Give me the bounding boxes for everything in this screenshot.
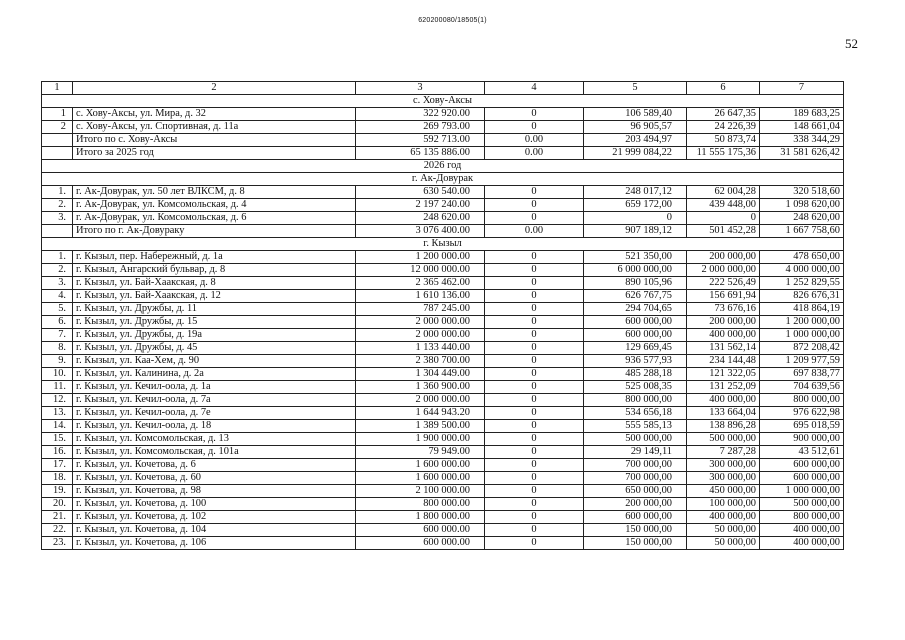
local-share: 7 287,28 [687, 446, 760, 459]
owner-share: 400 000,00 [760, 537, 844, 550]
budget-share: 700 000,00 [584, 472, 687, 485]
column-number-row [42, 82, 844, 95]
owner-share: 1 252 829,55 [760, 277, 844, 290]
budget-table [41, 81, 844, 550]
local-share: 131 562,14 [687, 342, 760, 355]
year-heading: 2026 год [42, 160, 844, 173]
address: г. Кызыл, ул. Бай-Хаакская, д. 8 [73, 277, 356, 290]
owner-share: 800 000,00 [760, 394, 844, 407]
table-row [42, 407, 844, 420]
budget-share: 555 585,13 [584, 420, 687, 433]
owner-share: 400 000,00 [760, 524, 844, 537]
row-number: 16. [42, 446, 73, 459]
row-number: 22. [42, 524, 73, 537]
budget-share: 500 000,00 [584, 433, 687, 446]
local-share: 400 000,00 [687, 511, 760, 524]
owner-share: 1 098 620,00 [760, 199, 844, 212]
table-row [42, 199, 844, 212]
fund-share: 0 [485, 199, 584, 212]
page-number: 52 [845, 36, 858, 51]
total-cost: 79 949.00 [356, 446, 485, 459]
fund-share: 0.00 [485, 225, 584, 238]
year-heading-row [42, 160, 844, 173]
local-share: 0 [687, 212, 760, 225]
row-number: 17. [42, 459, 73, 472]
total-cost: 1 133 440.00 [356, 342, 485, 355]
address: г. Кызыл, ул. Кечил-оола, д. 1а [73, 381, 356, 394]
fund-share: 0 [485, 459, 584, 472]
local-share: 26 647,35 [687, 108, 760, 121]
budget-share: 150 000,00 [584, 537, 687, 550]
budget-share: 106 589,40 [584, 108, 687, 121]
total-cost: 1 900 000.00 [356, 433, 485, 446]
row-number: 4. [42, 290, 73, 303]
budget-share: 248 017,12 [584, 186, 687, 199]
table-row [42, 472, 844, 485]
row-number: 3. [42, 212, 73, 225]
total-cost: 1 644 943.20 [356, 407, 485, 420]
local-share: 11 555 175,36 [687, 147, 760, 160]
table-row [42, 459, 844, 472]
section-heading-row [42, 238, 844, 251]
fund-share: 0 [485, 290, 584, 303]
total-cost: 600 000.00 [356, 524, 485, 537]
address: с. Хову-Аксы, ул. Мира, д. 32 [73, 108, 356, 121]
budget-share: 890 105,96 [584, 277, 687, 290]
total-cost: 1 360 900.00 [356, 381, 485, 394]
row-number: 7. [42, 329, 73, 342]
row-number: 2. [42, 264, 73, 277]
row-number: 18. [42, 472, 73, 485]
owner-share: 43 512,61 [760, 446, 844, 459]
total-cost: 800 000.00 [356, 498, 485, 511]
table-row [42, 485, 844, 498]
table-row [42, 277, 844, 290]
address: г. Кызыл, ул. Кочетова, д. 104 [73, 524, 356, 537]
fund-share: 0 [485, 212, 584, 225]
row-number: 2. [42, 199, 73, 212]
owner-share: 826 676,31 [760, 290, 844, 303]
budget-share: 525 008,35 [584, 381, 687, 394]
table-row [42, 342, 844, 355]
total-cost: 1 304 449.00 [356, 368, 485, 381]
total-cost: 1 800 000.00 [356, 511, 485, 524]
address: г. Кызыл, ул. Комсомольская, д. 13 [73, 433, 356, 446]
section-heading: с. Хову-Аксы [42, 95, 844, 108]
budget-share: 200 000,00 [584, 498, 687, 511]
row-number: 1. [42, 251, 73, 264]
table-row [42, 316, 844, 329]
owner-share: 1 000 000,00 [760, 329, 844, 342]
budget-share: 21 999 084,22 [584, 147, 687, 160]
address: г. Кызыл, ул. Дружбы, д. 45 [73, 342, 356, 355]
row-number: 2 [42, 121, 73, 134]
row-number: 20. [42, 498, 73, 511]
column-header: 4 [485, 82, 584, 95]
budget-share: 600 000,00 [584, 316, 687, 329]
fund-share: 0 [485, 329, 584, 342]
local-share: 2 000 000,00 [687, 264, 760, 277]
address: с. Хову-Аксы, ул. Спортивная, д. 11а [73, 121, 356, 134]
row-number: 13. [42, 407, 73, 420]
table-row [42, 290, 844, 303]
table-row [42, 108, 844, 121]
budget-share: 96 905,57 [584, 121, 687, 134]
section-heading: г. Ак-Довурак [42, 173, 844, 186]
owner-share: 248 620,00 [760, 212, 844, 225]
row-number: 3. [42, 277, 73, 290]
total-cost: 2 100 000.00 [356, 485, 485, 498]
fund-share: 0 [485, 355, 584, 368]
address: г. Кызыл, ул. Кочетова, д. 6 [73, 459, 356, 472]
total-cost: 248 620.00 [356, 212, 485, 225]
local-share: 131 252,09 [687, 381, 760, 394]
fund-share: 0 [485, 342, 584, 355]
address: г. Кызыл, ул. Кочетова, д. 60 [73, 472, 356, 485]
budget-share: 800 000,00 [584, 394, 687, 407]
table-row [42, 511, 844, 524]
table-row [42, 524, 844, 537]
column-header: 3 [356, 82, 485, 95]
table-row [42, 420, 844, 433]
row-number: 12. [42, 394, 73, 407]
owner-share: 1 209 977,59 [760, 355, 844, 368]
local-share: 121 322,05 [687, 368, 760, 381]
fund-share: 0.00 [485, 134, 584, 147]
total-cost: 2 380 700.00 [356, 355, 485, 368]
fund-share: 0.00 [485, 147, 584, 160]
fund-share: 0 [485, 420, 584, 433]
owner-share: 1 000 000,00 [760, 485, 844, 498]
fund-share: 0 [485, 498, 584, 511]
row-number: 11. [42, 381, 73, 394]
fund-share: 0 [485, 407, 584, 420]
row-number: 15. [42, 433, 73, 446]
table-row [42, 212, 844, 225]
local-share: 439 448,00 [687, 199, 760, 212]
budget-share: 700 000,00 [584, 459, 687, 472]
owner-share: 418 864,19 [760, 303, 844, 316]
owner-share: 697 838,77 [760, 368, 844, 381]
table-row [42, 355, 844, 368]
row-number [42, 134, 73, 147]
local-share: 200 000,00 [687, 251, 760, 264]
budget-share: 485 288,18 [584, 368, 687, 381]
owner-share: 4 000 000,00 [760, 264, 844, 277]
budget-share: 600 000,00 [584, 329, 687, 342]
fund-share: 0 [485, 511, 584, 524]
address: Итого по с. Хову-Аксы [73, 134, 356, 147]
local-share: 200 000,00 [687, 316, 760, 329]
budget-share: 0 [584, 212, 687, 225]
table-row [42, 303, 844, 316]
fund-share: 0 [485, 303, 584, 316]
local-share: 24 226,39 [687, 121, 760, 134]
address: Итого за 2025 год [73, 147, 356, 160]
fund-share: 0 [485, 433, 584, 446]
budget-share: 936 577,93 [584, 355, 687, 368]
total-cost: 2 000 000.00 [356, 316, 485, 329]
budget-share: 659 172,00 [584, 199, 687, 212]
budget-share: 521 350,00 [584, 251, 687, 264]
total-cost: 2 365 462.00 [356, 277, 485, 290]
row-number: 10. [42, 368, 73, 381]
row-number: 23. [42, 537, 73, 550]
table-row [42, 381, 844, 394]
address: г. Кызыл, ул. Кочетова, д. 100 [73, 498, 356, 511]
owner-share: 900 000,00 [760, 433, 844, 446]
total-cost: 2 000 000.00 [356, 394, 485, 407]
fund-share: 0 [485, 485, 584, 498]
budget-share: 600 000,00 [584, 511, 687, 524]
table-row [42, 433, 844, 446]
table-row [42, 186, 844, 199]
total-row [42, 225, 844, 238]
section-heading-row [42, 173, 844, 186]
fund-share: 0 [485, 251, 584, 264]
document-id: 620200080/18505(1) [418, 17, 487, 24]
total-cost: 592 713.00 [356, 134, 485, 147]
table-row [42, 329, 844, 342]
total-cost: 2 000 000.00 [356, 329, 485, 342]
fund-share: 0 [485, 186, 584, 199]
fund-share: 0 [485, 316, 584, 329]
table-row [42, 121, 844, 134]
fund-share: 0 [485, 264, 584, 277]
owner-share: 189 683,25 [760, 108, 844, 121]
local-share: 50 000,00 [687, 524, 760, 537]
total-row [42, 147, 844, 160]
local-share: 400 000,00 [687, 394, 760, 407]
total-cost: 1 600 000.00 [356, 459, 485, 472]
owner-share: 600 000,00 [760, 459, 844, 472]
total-cost: 3 076 400.00 [356, 225, 485, 238]
address: г. Кызыл, ул. Кочетова, д. 106 [73, 537, 356, 550]
table-row [42, 251, 844, 264]
owner-share: 31 581 626,42 [760, 147, 844, 160]
total-cost: 2 197 240.00 [356, 199, 485, 212]
address: г. Кызыл, ул. Кечил-оола, д. 18 [73, 420, 356, 433]
fund-share: 0 [485, 394, 584, 407]
local-share: 400 000,00 [687, 329, 760, 342]
fund-share: 0 [485, 121, 584, 134]
fund-share: 0 [485, 381, 584, 394]
section-heading: г. Кызыл [42, 238, 844, 251]
address: г. Кызыл, ул. Кечил-оола, д. 7е [73, 407, 356, 420]
local-share: 501 452,28 [687, 225, 760, 238]
owner-share: 695 018,59 [760, 420, 844, 433]
total-cost: 322 920.00 [356, 108, 485, 121]
column-header: 6 [687, 82, 760, 95]
row-number: 1 [42, 108, 73, 121]
budget-share: 6 000 000,00 [584, 264, 687, 277]
row-number: 1. [42, 186, 73, 199]
local-share: 222 526,49 [687, 277, 760, 290]
local-share: 62 004,28 [687, 186, 760, 199]
budget-share: 29 149,11 [584, 446, 687, 459]
owner-share: 800 000,00 [760, 511, 844, 524]
fund-share: 0 [485, 524, 584, 537]
address: г. Кызыл, ул. Дружбы, д. 11 [73, 303, 356, 316]
total-cost: 630 540.00 [356, 186, 485, 199]
row-number: 5. [42, 303, 73, 316]
address: г. Кызыл, ул. Каа-Хем, д. 90 [73, 355, 356, 368]
owner-share: 1 667 758,60 [760, 225, 844, 238]
fund-share: 0 [485, 108, 584, 121]
column-header: 2 [73, 82, 356, 95]
owner-share: 600 000,00 [760, 472, 844, 485]
total-row [42, 134, 844, 147]
owner-share: 976 622,98 [760, 407, 844, 420]
local-share: 50 873,74 [687, 134, 760, 147]
row-number: 19. [42, 485, 73, 498]
budget-share: 650 000,00 [584, 485, 687, 498]
local-share: 100 000,00 [687, 498, 760, 511]
owner-share: 872 208,42 [760, 342, 844, 355]
total-cost: 787 245.00 [356, 303, 485, 316]
table-row [42, 264, 844, 277]
local-share: 500 000,00 [687, 433, 760, 446]
total-cost: 1 389 500.00 [356, 420, 485, 433]
budget-share: 534 656,18 [584, 407, 687, 420]
table-row [42, 394, 844, 407]
local-share: 138 896,28 [687, 420, 760, 433]
column-header: 1 [42, 82, 73, 95]
address: г. Кызыл, ул. Бай-Хаакская, д. 12 [73, 290, 356, 303]
address: г. Ак-Довурак, ул. Комсомольская, д. 6 [73, 212, 356, 225]
owner-share: 1 200 000,00 [760, 316, 844, 329]
address: г. Кызыл, ул. Кечил-оола, д. 7а [73, 394, 356, 407]
section-heading-row [42, 95, 844, 108]
total-cost: 1 600 000.00 [356, 472, 485, 485]
fund-share: 0 [485, 368, 584, 381]
address: г. Кызыл, ул. Калинина, д. 2а [73, 368, 356, 381]
row-number: 9. [42, 355, 73, 368]
fund-share: 0 [485, 446, 584, 459]
column-header: 5 [584, 82, 687, 95]
budget-share: 626 767,75 [584, 290, 687, 303]
row-number: 14. [42, 420, 73, 433]
row-number: 21. [42, 511, 73, 524]
table-body [42, 82, 844, 550]
owner-share: 478 650,00 [760, 251, 844, 264]
budget-share: 150 000,00 [584, 524, 687, 537]
address: г. Кызыл, Ангарский бульвар, д. 8 [73, 264, 356, 277]
local-share: 73 676,16 [687, 303, 760, 316]
address: г. Кызыл, ул. Комсомольская, д. 101а [73, 446, 356, 459]
fund-share: 0 [485, 277, 584, 290]
budget-share: 129 669,45 [584, 342, 687, 355]
row-number [42, 147, 73, 160]
owner-share: 148 661,04 [760, 121, 844, 134]
address: г. Кызыл, ул. Дружбы, д. 19а [73, 329, 356, 342]
table-row [42, 537, 844, 550]
total-cost: 1 200 000.00 [356, 251, 485, 264]
table-row [42, 498, 844, 511]
total-cost: 600 000.00 [356, 537, 485, 550]
table-row [42, 446, 844, 459]
address: г. Кызыл, ул. Кочетова, д. 102 [73, 511, 356, 524]
address: Итого по г. Ак-Довураку [73, 225, 356, 238]
table-row [42, 368, 844, 381]
owner-share: 704 639,56 [760, 381, 844, 394]
column-header: 7 [760, 82, 844, 95]
address: г. Кызыл, ул. Кочетова, д. 98 [73, 485, 356, 498]
local-share: 300 000,00 [687, 459, 760, 472]
row-number: 6. [42, 316, 73, 329]
fund-share: 0 [485, 537, 584, 550]
address: г. Ак-Довурак, ул. 50 лет ВЛКСМ, д. 8 [73, 186, 356, 199]
total-cost: 1 610 136.00 [356, 290, 485, 303]
local-share: 234 144,48 [687, 355, 760, 368]
budget-share: 203 494,97 [584, 134, 687, 147]
address: г. Кызыл, ул. Дружбы, д. 15 [73, 316, 356, 329]
local-share: 450 000,00 [687, 485, 760, 498]
total-cost: 12 000 000.00 [356, 264, 485, 277]
row-number [42, 225, 73, 238]
total-cost: 65 135 886.00 [356, 147, 485, 160]
owner-share: 500 000,00 [760, 498, 844, 511]
local-share: 300 000,00 [687, 472, 760, 485]
address: г. Ак-Довурак, ул. Комсомольская, д. 4 [73, 199, 356, 212]
budget-share: 907 189,12 [584, 225, 687, 238]
local-share: 50 000,00 [687, 537, 760, 550]
local-share: 156 691,94 [687, 290, 760, 303]
owner-share: 320 518,60 [760, 186, 844, 199]
local-share: 133 664,04 [687, 407, 760, 420]
budget-share: 294 704,65 [584, 303, 687, 316]
address: г. Кызыл, пер. Набережный, д. 1а [73, 251, 356, 264]
row-number: 8. [42, 342, 73, 355]
owner-share: 338 344,29 [760, 134, 844, 147]
total-cost: 269 793.00 [356, 121, 485, 134]
fund-share: 0 [485, 472, 584, 485]
